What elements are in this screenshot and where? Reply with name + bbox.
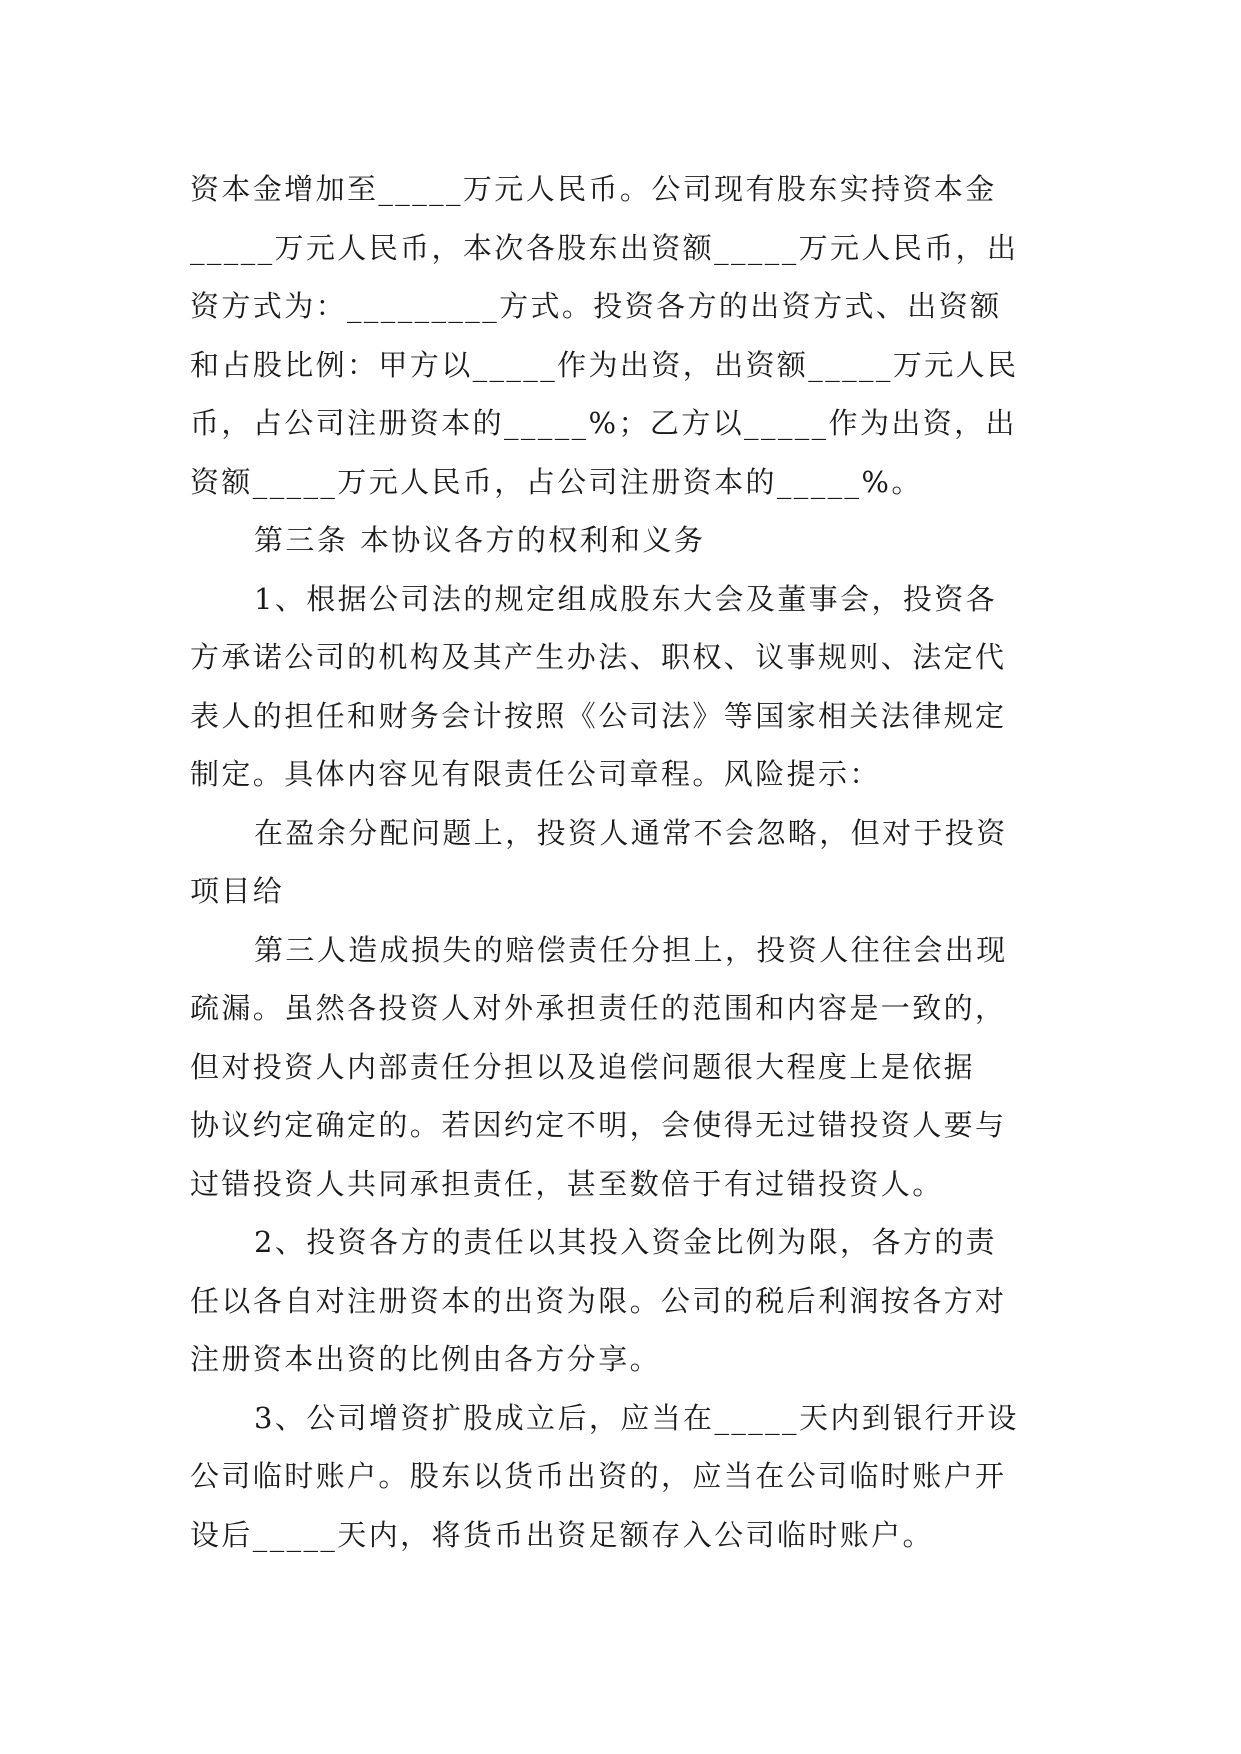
paragraph-clause-3: 3、公司增资扩股成立后，应当在_____天内到银行开设 公司临时账户。股东以货币出资的，应当在公司临时账户开 设后_____天内，将货币出资足额存入公司临时账户。	[190, 1400, 1019, 1552]
paragraph-liability-note: 第三人造成损失的赔偿责任分担上，投资人往往会出现 疏漏。虽然各投资人对外承担责任的范围和内容是一致的， 但对投资人内部责任分担以及追偿问题很大程度上是依据 协议约定确定的。若因约定不明，会使得无过错投资人要与 过错投资人共同承担责任，甚至数倍于有过错投资人。	[190, 932, 1008, 1201]
paragraph-clause-2: 2、投资各方的责任以其投入资金比例为限，各方的责 任以各自对注册资本的出资为限。公司的税后利润按各方对 注册资本出资的比例由各方分享。	[190, 1225, 1007, 1376]
paragraph-capital-increase: 资本金增加至_____万元人民币。公司现有股东实持资本金 _____万元人民币，本次各股东出资额_____万元人民币，出 资方式为：_________方式。投资各方的出资方式、出资额 和占股比例：甲方以_____作为出资，出资额_____万元人民 币，占公司注册资本的_____%；乙方以_____作为出资，出 资额_____万元人民币，占公司注册资本的_____%。	[190, 172, 1019, 499]
document-body	[190, 160, 1056, 1564]
paragraph-clause-1: 1、根据公司法的规定组成股东大会及董事会，投资各 方承诺公司的机构及其产生办法、职权、议事规则、法定代 表人的担任和财务会计按照《公司法》等国家相关法律规定 制定。具体内容见有限责任公司章程。风险提示：	[190, 581, 1007, 791]
paragraph-risk-note: 在盈余分配问题上，投资人通常不会忽略，但对于投资 项目给	[190, 815, 1008, 908]
article-three-heading: 第三条 本协议各方的权利和义务	[254, 523, 706, 557]
